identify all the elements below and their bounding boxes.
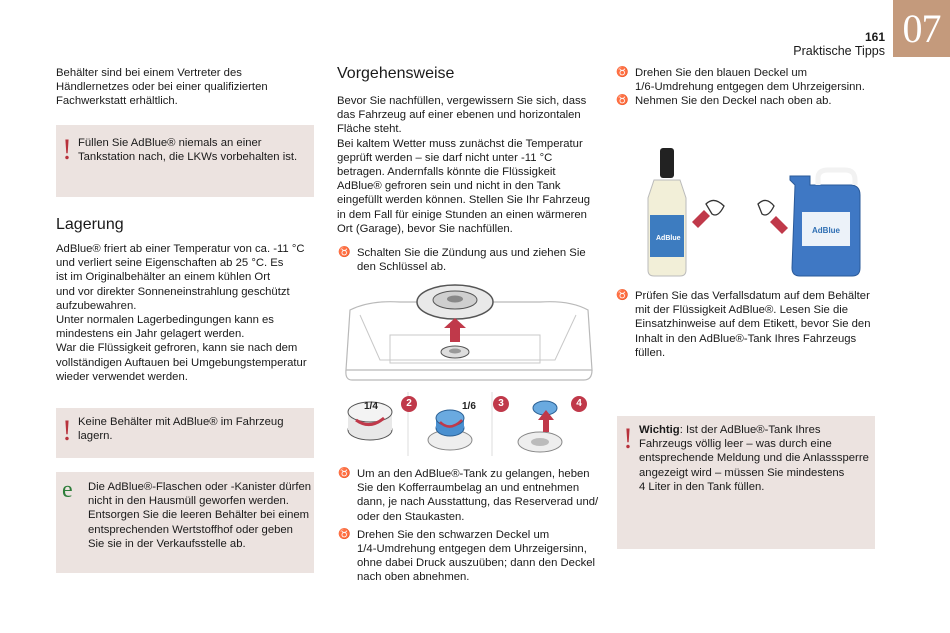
important-note xyxy=(617,416,875,549)
page-number: 161 xyxy=(864,30,885,44)
warning-note-storage xyxy=(56,408,314,458)
canister-label: AdBlue xyxy=(812,226,840,235)
important-text: Wichtig: Ist der AdBlue®-Tank Ihres Fahrzeugs völlig leer – was durch eine entsprechende Meldung und die Anlasssperre angezeigt wird – müssen Sie mindestens 4 Liter in den Tank füllen. xyxy=(639,424,869,493)
trunk-illustration xyxy=(340,280,596,458)
section-title: Praktische Tipps xyxy=(793,44,885,58)
bullet-icon: ♉ xyxy=(338,247,351,258)
bullet-list-check xyxy=(615,289,877,360)
bullet-list-procedure xyxy=(337,467,599,585)
storage-text: AdBlue® friert ab einer Temperatur von ca. -11 °C und verliert seine Eigenschaften ab 25 °C. Es ist im Originalbehälter an einem kühlen Ort und vor direkter Sonneneinstrahlung geschützt aufzubewahren. Unter normalen Lagerbedingungen kann es mindestens ein Jahr gelagert werden. War die Flüssigkeit gefroren, kann sie nach dem vollständigen Auftauen bei Umgebungstemperatur wieder verwendet werden. xyxy=(56,243,307,383)
quarter-turn-label: 1/4 xyxy=(364,401,378,412)
eco-note xyxy=(56,472,314,573)
warning-text: Keine Behälter mit AdBlue® im Fahrzeug lagern. xyxy=(78,416,284,443)
figure-tank-access xyxy=(340,280,596,458)
bullet-icon: ♉ xyxy=(616,67,629,78)
eco-icon: e xyxy=(62,477,73,503)
eco-text: Die AdBlue®-Flaschen oder -Kanister dürfen nicht in den Hausmüll geworfen werden. Entsorgen Sie die leeren Behälter bei einem entsprechenden Wertstoffhof oder geben Sie sie in der Verkaufsstelle ab. xyxy=(88,481,312,550)
step-4-badge: 4 xyxy=(571,396,587,412)
list-item: ♉ Nehmen Sie den Deckel nach oben ab. xyxy=(616,95,832,108)
sixth-turn-label: 1/6 xyxy=(462,401,476,412)
bottle-label: AdBlue xyxy=(656,235,681,242)
important-label: Wichtig xyxy=(639,424,680,436)
warning-icon: ! xyxy=(62,414,72,447)
list-item: ♉ Um an den AdBlue®-Tank zu gelangen, heben Sie den Kofferraumbelag an und entnehmen dann, je nach Ausstattung, das Reserverad und/ oder den Staukasten. xyxy=(338,468,599,523)
bullet-icon: ♉ xyxy=(616,290,629,301)
warning-icon: ! xyxy=(623,422,633,455)
bullet-icon: ♉ xyxy=(616,95,629,107)
bullet-list-ignition xyxy=(337,246,599,274)
list-item: ♉ Prüfen Sie das Verfallsdatum auf dem Behälter mit der Flüssigkeit AdBlue®. Lesen Sie die Einsatzhinweise auf dem Etikett, bevor Sie den Inhalt in den AdBlue®-Tank Ihres Fahrzeugs füllen. xyxy=(616,290,871,359)
warning-text: Füllen Sie AdBlue® niemals an einer Tankstation nach, die LKWs vorbehalten ist. xyxy=(78,137,298,164)
list-item: ♉ Drehen Sie den blauen Deckel um 1/6-Umdrehung entgegen dem Uhrzeigersinn. xyxy=(616,67,865,94)
list-item: ♉ Schalten Sie die Zündung aus und ziehen Sie den Schlüssel ab. xyxy=(338,247,586,274)
containers-illustration xyxy=(640,140,880,278)
warning-icon: ! xyxy=(62,133,72,166)
chapter-number: 07 xyxy=(893,0,950,57)
procedure-heading: Vorgehensweise xyxy=(337,65,455,82)
warning-note-tankstation xyxy=(56,125,314,197)
bullet-icon: ♉ xyxy=(338,528,351,540)
list-item: ♉ Drehen Sie den schwarzen Deckel um 1/4-Umdrehung entgegen dem Uhrzeigersinn, ohne dabei Druck auszuüben; dann den Deckel nach oben abnehmen. xyxy=(338,528,596,584)
step-3-badge: 3 xyxy=(493,396,509,412)
storage-heading: Lagerung xyxy=(56,216,124,233)
procedure-intro: Bevor Sie nachfüllen, vergewissern Sie sich, dass das Fahrzeug auf einer ebenen und horizontalen Fläche steht. Bei kaltem Wetter muss zunächst die Temperatur geprüft werden – sie darf nicht unter -11 °C betragen. Andernfalls könnte die Flüssigkeit AdBlue® gefroren sein und nicht in den Tank eingefüllt werden können. Stellen Sie Ihr Fahrzeug in dem Fall für einige Stunden an einen wärmeren Ort (Garage), bevor Sie nachfüllen. xyxy=(337,95,591,235)
figure-adblue-containers xyxy=(640,140,880,278)
intro-text: Behälter sind bei einem Vertreter des Händlernetzes oder bei einer qualifizierten Fachwerkstatt erhältlich. xyxy=(56,67,268,108)
step-2-badge: 2 xyxy=(401,396,417,412)
bullet-list-blue-cap xyxy=(615,66,877,109)
bullet-icon: ♉ xyxy=(338,468,351,479)
